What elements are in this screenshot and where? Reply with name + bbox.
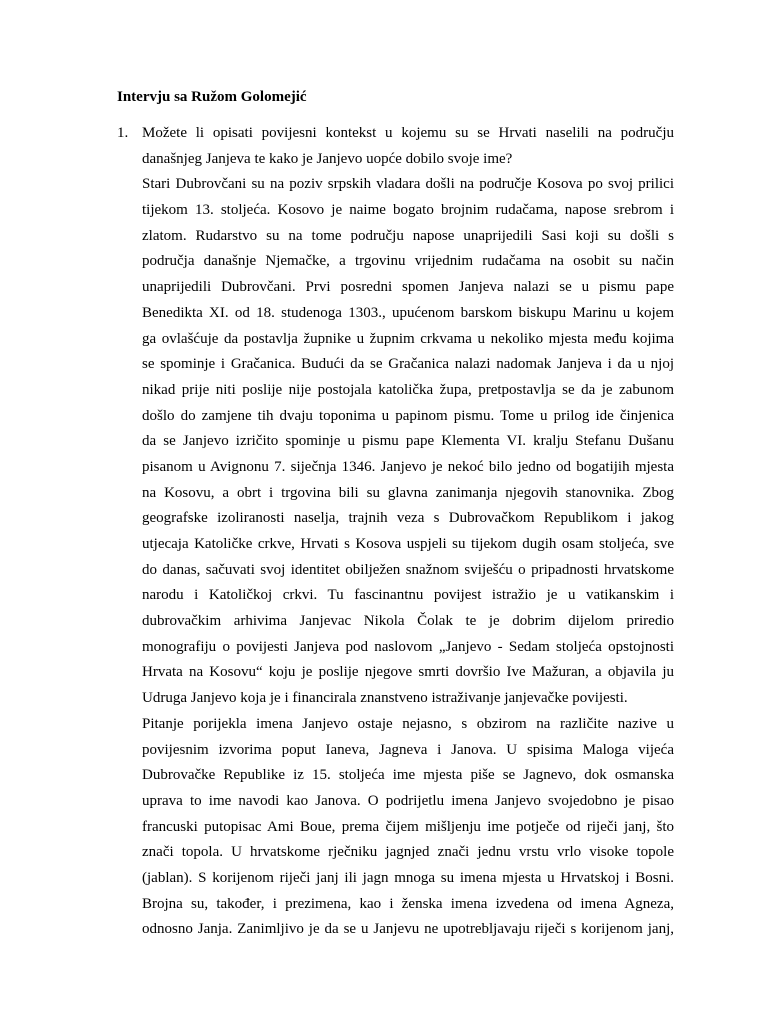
text-line: Brojna su, također, i prezimena, kao i ženska imena izvedena od imena Agneza, (142, 895, 674, 912)
text-line: geografske izoliranosti naselja, trajnih veza s Dubrovačkom Republikom i jakog (142, 510, 674, 527)
text-line: znači topola. U hrvatskome rječniku jagnjed znači jednu vrstu vrlo visoke topole (142, 844, 674, 861)
question-text (142, 121, 674, 172)
text-line: Udruga Janjevo koja je i financirala znanstveno istraživanje janjevačke povijesti. (142, 690, 628, 707)
text-line: Možete li opisati povijesni kontekst u kojemu su se Hrvati naselili na području (142, 125, 674, 141)
text-line: na Kosovu, a obrt i trgovina bili su glavna zanimanja njegovih stanovnika. Zbog (142, 484, 674, 501)
question-number: 1. (117, 125, 129, 141)
document-body (142, 121, 674, 943)
text-line: uprava to ime navodi kao Janova. O podrijetlu imena Janjevo svojedobno je pisao (142, 792, 674, 809)
text-line: (jablan). S korijenom riječi janj ili jagn mnoga su imena mjesta u Hrvatskoj i Bosni. (142, 869, 674, 886)
document-title: Intervju sa Ružom Golomejić (117, 89, 307, 105)
text-line: Hrvata na Kosovu“ koju je poslije njegove smrti dovršio Ive Mažuran, a objavila ju (142, 664, 674, 681)
text-line: povijesnim izvorima poput Ianeva, Jagneva i Janova. U spisima Maloga vijeća (142, 741, 674, 758)
text-line: da se Janjevo izričito spominje u pismu pape Klementa VI. kralju Stefanu Dušanu (142, 433, 674, 450)
text-line: Benedikta XI. od 18. studenoga 1303., upućenom barskom biskupu Marinu u kojem (142, 304, 674, 321)
text-line: područja današnje Njemačke, a trgovinu vrijednim rudačama na osobit su način (142, 253, 674, 270)
text-line: narodu i Katoličkoj crkvi. Tu fascinantnu povijest istražio je u vatikanskim i (142, 587, 674, 604)
text-line: došlo do zamjene tih dvaju toponima u papinom pismu. Tome u prilog ide činjenica (142, 407, 674, 424)
text-line: odnosno Janja. Zanimljivo je da se u Janjevu ne upotrebljavaju riječi s korijenom janj, (142, 921, 674, 938)
text-line: se spominje i Gračanica. Budući da se Gračanica nalazi nadomak Janjeva i da u njoj (142, 356, 674, 373)
text-line: monografiju o povijesti Janjeva pod naslovom „Janjevo - Sedam stoljeća opstojnosti (142, 638, 674, 655)
answer-paragraph (142, 712, 674, 943)
text-line: Stari Dubrovčani su na poziv srpskih vladara došli na područje Kosova po svoj prilici (142, 176, 674, 193)
text-line: do danas, sačuvati svoj identitet obilježen snažnom sviješću o pripadnosti hrvatskome (142, 561, 674, 578)
text-line: ga ovlašćuje da postavlja župnike u župnim crkvama u nekoliko mjesta među kojima (142, 330, 674, 347)
text-line: nikad prije niti poslije nije postojala katolička župa, pretpostavlja se da je zabunom (142, 381, 674, 398)
text-line: unaprijedili Dubrovčani. Prvi posredni spomen Janjeva nalazi se u pismu pape (142, 279, 674, 296)
text-line: francuski putopisac Ami Boue, prema čijem mišljenju ime potječe od riječi janj, što (142, 818, 674, 835)
answer-paragraph (142, 172, 674, 711)
text-line: pisanom u Avignonu 7. siječnja 1346. Janjevo je nekoć bilo jedno od bogatijih mjesta (142, 458, 674, 475)
text-line: Pitanje porijekla imena Janjevo ostaje nejasno, s obzirom na različite nazive u (142, 715, 674, 732)
text-line: zlatom. Rudarstvo su na tome području napose unaprijedili Sasi koji su došli s (142, 227, 674, 244)
text-line: utjecaja Katoličke crkve, Hrvati s Kosova uspjeli su tijekom dugih osam stoljeća, sve (142, 536, 674, 552)
text-line: dubrovačkim arhivima Janjevac Nikola Čolak te je dobrim dijelom priredio (142, 613, 674, 630)
text-line: Dubrovačke Republike iz 15. stoljeća ime mjesta piše se Jagnevo, dok osmanska (142, 767, 674, 784)
text-line: današnjeg Janjeva te kako je Janjevo uopće dobilo svoje ime? (142, 150, 513, 167)
text-line: tijekom 13. stoljeća. Kosovo je naime bogato brojnim rudačama, napose srebrom i (142, 202, 674, 219)
